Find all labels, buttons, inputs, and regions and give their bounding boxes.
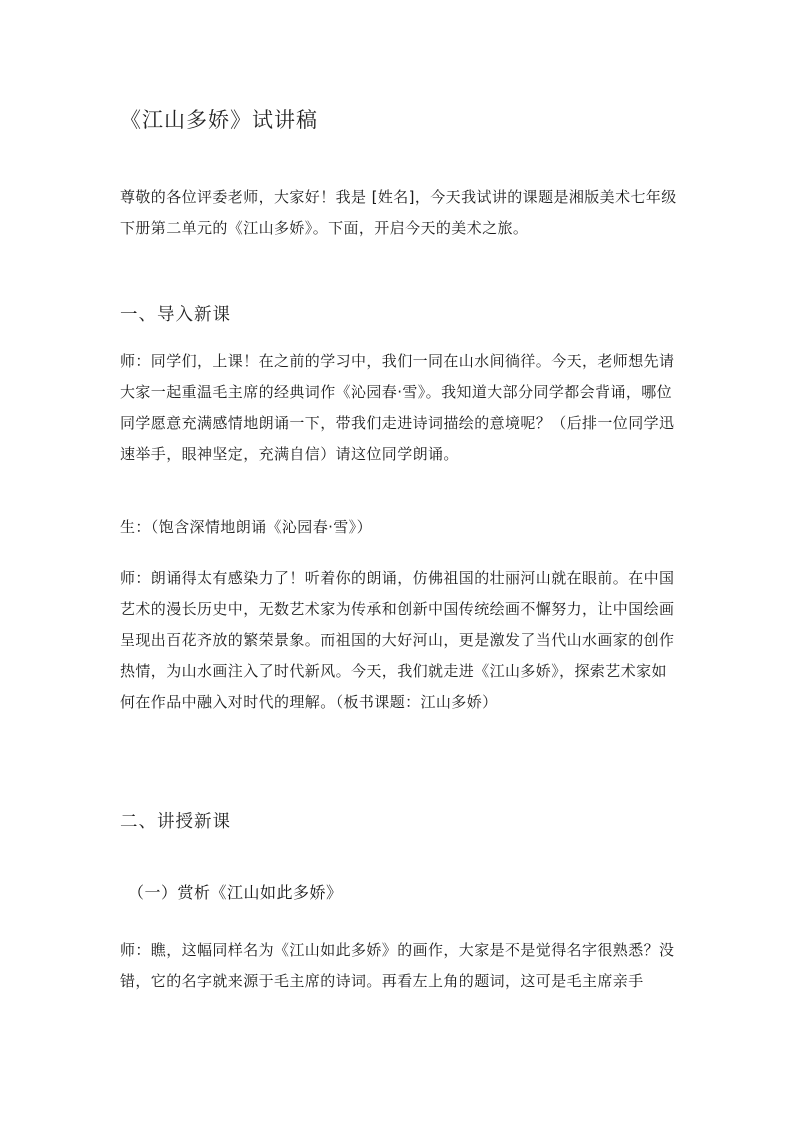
- subsection-heading-appreciation: （一）赏析《江山如此多娇》: [128, 883, 343, 902]
- section-heading-teaching: 二、讲授新课: [120, 812, 231, 832]
- teacher-paragraph-3: 师：瞧，这幅同样名为《江山如此多娇》的画作，大家是不是觉得名字很熟悉？没错，它的名字就来源于毛主席的诗词。再看左上角的题词，这可是毛主席亲手: [120, 941, 675, 990]
- intro-paragraph: 尊敬的各位评委老师，大家好！我是 [姓名]，今天我试讲的课题是湘版美术七年级下册第二单元的《江山多娇》。下面，开启今天的美术之旅。: [120, 188, 677, 237]
- teacher-paragraph-2: 师：朗诵得太有感染力了！听着你的朗诵，仿佛祖国的壮丽河山就在眼前。在中国艺术的漫长历史中，无数艺术家为传承和创新中国传统绘画不懈努力，让中国绘画呈现出百花齐放的繁荣景象。而祖国的大好河山，更是激发了当代山水画家的创作热情，为山水画注入了时代新风。今天，我们就走进《江山多娇》，探索艺术家如何在作品中融入对时代的理解。（板书课题：江山多娇）: [120, 569, 675, 711]
- teacher-paragraph-1: 师：同学们，上课！在之前的学习中，我们一同在山水间徜徉。今天，老师想先请大家一起重温毛主席的经典词作《沁园春·雪》。我知道大部分同学都会背诵，哪位同学愿意充满感情地朗诵一下，带我们走进诗词描绘的意境呢？（后排一位同学迅速举手，眼神坚定，充满自信）请这位同学朗诵。: [120, 352, 675, 463]
- document-title: 《江山多娇》试讲稿: [120, 108, 318, 132]
- section-heading-intro: 一、导入新课: [120, 305, 231, 325]
- student-paragraph: 生：（饱含深情地朗诵《沁园春·雪》）: [120, 518, 372, 536]
